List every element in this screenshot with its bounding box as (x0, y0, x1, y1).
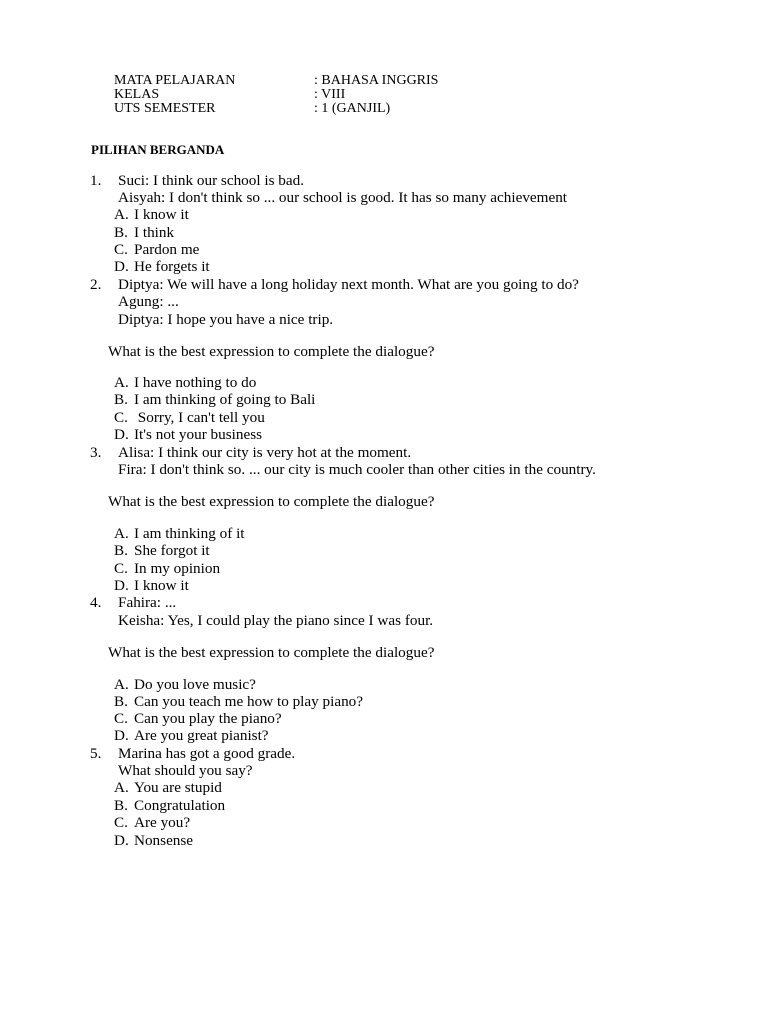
option-letter: A. (114, 779, 129, 796)
question-prompt: What is the best expression to complete the dialogue? (108, 343, 435, 360)
question-line: Fira: I don't think so. ... our city is much cooler than other cities in the country. (118, 461, 596, 478)
option-letter: B. (114, 542, 128, 559)
option-letter: B. (114, 391, 128, 408)
option-letter: D. (114, 577, 129, 594)
header-label-subject: MATA PELAJARAN (114, 73, 236, 88)
option-d[interactable] (114, 426, 262, 444)
option-c[interactable] (114, 409, 265, 427)
option-c[interactable] (114, 560, 220, 578)
option-letter: A. (114, 525, 129, 542)
option-text: I am thinking of going to Bali (134, 391, 316, 408)
option-d[interactable] (114, 727, 269, 745)
option-text: He forgets it (134, 258, 210, 275)
option-a[interactable] (114, 374, 256, 392)
option-c[interactable] (114, 814, 190, 832)
option-text: Are you? (134, 814, 191, 831)
header-value-semester: : 1 (GANJIL) (314, 101, 391, 116)
option-letter: C. (114, 409, 128, 426)
option-c[interactable] (114, 710, 282, 728)
option-text: I am thinking of it (134, 525, 245, 542)
option-a[interactable] (114, 206, 189, 224)
question-number: 4. (90, 594, 102, 611)
question-line: Agung: ... (118, 293, 179, 310)
option-text: Are you great pianist? (134, 727, 269, 744)
option-text: You are stupid (134, 779, 222, 796)
option-letter: B. (114, 224, 128, 241)
question-number: 2. (90, 276, 102, 293)
option-letter: C. (114, 560, 128, 577)
option-text: Can you teach me how to play piano? (134, 693, 364, 710)
option-d[interactable] (114, 577, 189, 595)
question-line: Marina has got a good grade. (118, 745, 296, 762)
option-letter: B. (114, 797, 128, 814)
option-letter: A. (114, 206, 129, 223)
option-letter: A. (114, 374, 129, 391)
option-letter: C. (114, 814, 128, 831)
question-line: What should you say? (118, 762, 253, 779)
option-letter: A. (114, 676, 129, 693)
option-text: I know it (134, 206, 189, 223)
option-b[interactable] (114, 797, 225, 815)
option-b[interactable] (114, 693, 363, 711)
question-line: Diptya: We will have a long holiday next month. What are you going to do? (118, 276, 579, 293)
question-line: Diptya: I hope you have a nice trip. (118, 311, 334, 328)
question-line: Fahira: ... (118, 594, 177, 611)
question-number: 5. (90, 745, 102, 762)
option-letter: C. (114, 241, 128, 258)
question-line: Keisha: Yes, I could play the piano since I was four. (118, 612, 434, 629)
header-label-semester: UTS SEMESTER (114, 101, 216, 116)
header-label-class: KELAS (114, 87, 160, 102)
option-text: Pardon me (134, 241, 200, 258)
option-a[interactable] (114, 525, 245, 543)
option-text: In my opinion (134, 560, 221, 577)
option-d[interactable] (114, 832, 193, 850)
option-text: It's not your business (134, 426, 263, 443)
option-text: Congratulation (134, 797, 226, 814)
question-line: Alisa: I think our city is very hot at the moment. (118, 444, 412, 461)
header-value-class: : VIII (314, 87, 346, 102)
option-a[interactable] (114, 676, 256, 694)
option-letter: B. (114, 693, 128, 710)
header-value-subject: : BAHASA INGGRIS (314, 73, 439, 88)
question-prompt: What is the best expression to complete the dialogue? (108, 493, 435, 510)
option-a[interactable] (114, 779, 222, 797)
question-number: 3. (90, 444, 102, 461)
option-text: Sorry, I can't tell you (134, 409, 265, 426)
option-letter: D. (114, 832, 129, 849)
section-title: PILIHAN BERGANDA (91, 142, 225, 157)
option-c[interactable] (114, 241, 199, 259)
option-letter: C. (114, 710, 128, 727)
question-number: 1. (90, 172, 102, 189)
option-text: Can you play the piano? (134, 710, 282, 727)
option-b[interactable] (114, 542, 210, 560)
option-letter: D. (114, 258, 129, 275)
option-b[interactable] (114, 224, 174, 242)
option-text: Nonsense (134, 832, 194, 849)
question-line: Aisyah: I don't think so ... our school is good. It has so many achievement (118, 189, 568, 206)
option-text: I know it (134, 577, 189, 594)
option-letter: D. (114, 727, 129, 744)
option-text: Do you love music? (134, 676, 256, 693)
option-text: She forgot it (134, 542, 210, 559)
option-d[interactable] (114, 258, 210, 276)
option-letter: D. (114, 426, 129, 443)
option-text: I think (134, 224, 175, 241)
question-prompt: What is the best expression to complete the dialogue? (108, 644, 435, 661)
question-line: Suci: I think our school is bad. (118, 172, 305, 189)
option-text: I have nothing to do (134, 374, 257, 391)
option-b[interactable] (114, 391, 315, 409)
